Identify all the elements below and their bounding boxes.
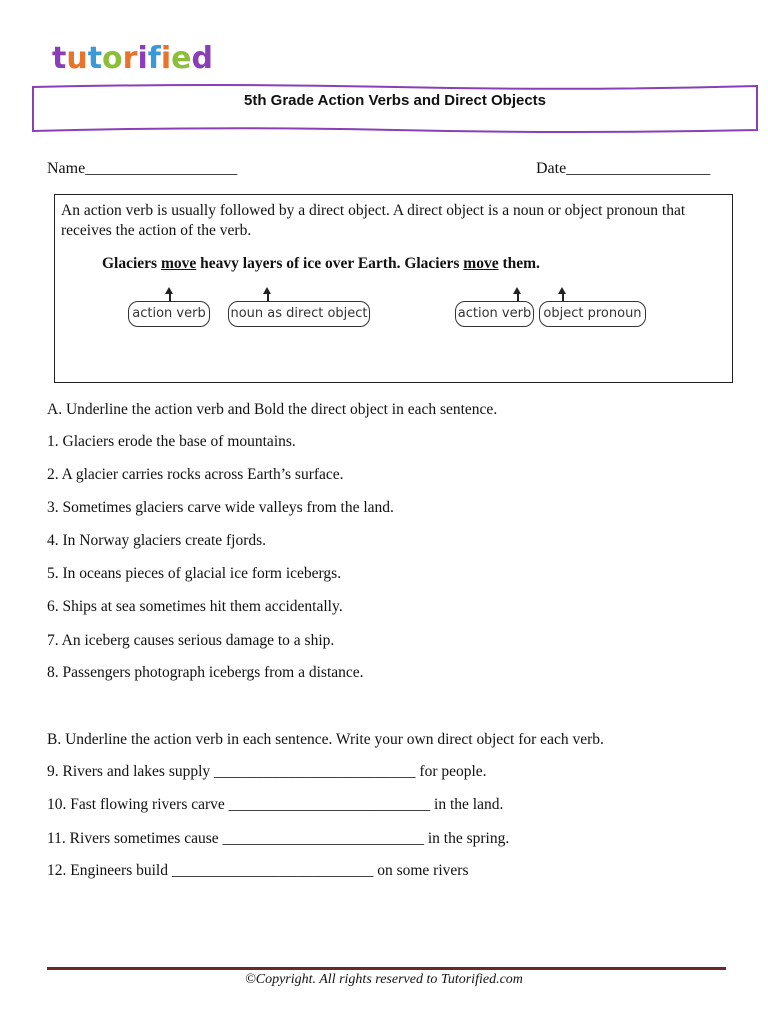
exercise-item: 3. Sometimes glaciers carve wide valleys from the land.	[47, 499, 394, 516]
section-b-heading: B. Underline the action verb in each sentence. Write your own direct object for each verb.	[47, 731, 604, 748]
example-verb: move	[463, 255, 499, 272]
title-banner	[30, 82, 760, 138]
logo-letter: t	[52, 41, 67, 76]
logo-letter: r	[122, 41, 138, 76]
section-a-heading: A. Underline the action verb and Bold the direct object in each sentence.	[47, 401, 498, 418]
exercise-item: 1. Glaciers erode the base of mountains.	[47, 433, 296, 450]
definition-box	[54, 194, 733, 383]
page-title: 5th Grade Action Verbs and Direct Objects	[243, 92, 547, 109]
fill-in-item[interactable]: 12. Engineers build __________________________ on some rivers	[47, 862, 469, 879]
exercise-item: 5. In oceans pieces of glacial ice form icebergs.	[47, 565, 342, 582]
logo-letter: i	[137, 41, 148, 76]
logo-letter: t	[87, 41, 103, 76]
example-part: heavy layers of ice over Earth. Glaciers	[196, 255, 464, 272]
footer-divider	[47, 967, 726, 970]
logo-letter: f	[147, 41, 161, 76]
definition-text: An action verb is usually followed by a direct object. A direct object is a noun or object pronoun that receives the action of the verb.	[61, 202, 686, 239]
name-field[interactable]: Name___________________	[47, 160, 238, 177]
example-part: them.	[498, 255, 540, 272]
exercise-item: 4. In Norway glaciers create fjords.	[47, 532, 267, 549]
fill-in-item[interactable]: 9. Rivers and lakes supply __________________________ for people.	[47, 763, 487, 780]
logo-letter: e	[171, 41, 192, 76]
label-object-pronoun: object pronoun	[539, 301, 646, 327]
exercise-item: 7. An iceberg causes serious damage to a ship.	[47, 632, 335, 649]
copyright-footer: ©Copyright. All rights reserved to Tutorified.com	[245, 972, 523, 987]
example-verb: move	[160, 255, 197, 272]
tutorified-logo	[52, 41, 213, 76]
label-noun-direct-object: noun as direct object	[228, 301, 370, 327]
label-action-verb: action verb	[455, 301, 534, 327]
logo-letter: i	[160, 41, 172, 76]
label-action-verb: action verb	[128, 301, 210, 327]
banner-frame	[30, 82, 760, 138]
exercise-item: 8. Passengers photograph icebergs from a distance.	[47, 664, 364, 681]
example-sentence	[102, 255, 540, 273]
exercise-item: 2. A glacier carries rocks across Earth’s surface.	[47, 466, 344, 483]
example-part: Glaciers	[102, 255, 161, 272]
fill-in-item[interactable]: 10. Fast flowing rivers carve __________________________ in the land.	[47, 796, 504, 813]
exercise-item: 6. Ships at sea sometimes hit them accidentally.	[47, 598, 343, 615]
fill-in-item[interactable]: 11. Rivers sometimes cause __________________________ in the spring.	[47, 830, 510, 847]
logo-letter: o	[102, 41, 123, 76]
logo-letter: d	[191, 41, 213, 76]
date-field[interactable]: Date__________________	[536, 160, 711, 177]
logo-letter: u	[66, 41, 88, 76]
